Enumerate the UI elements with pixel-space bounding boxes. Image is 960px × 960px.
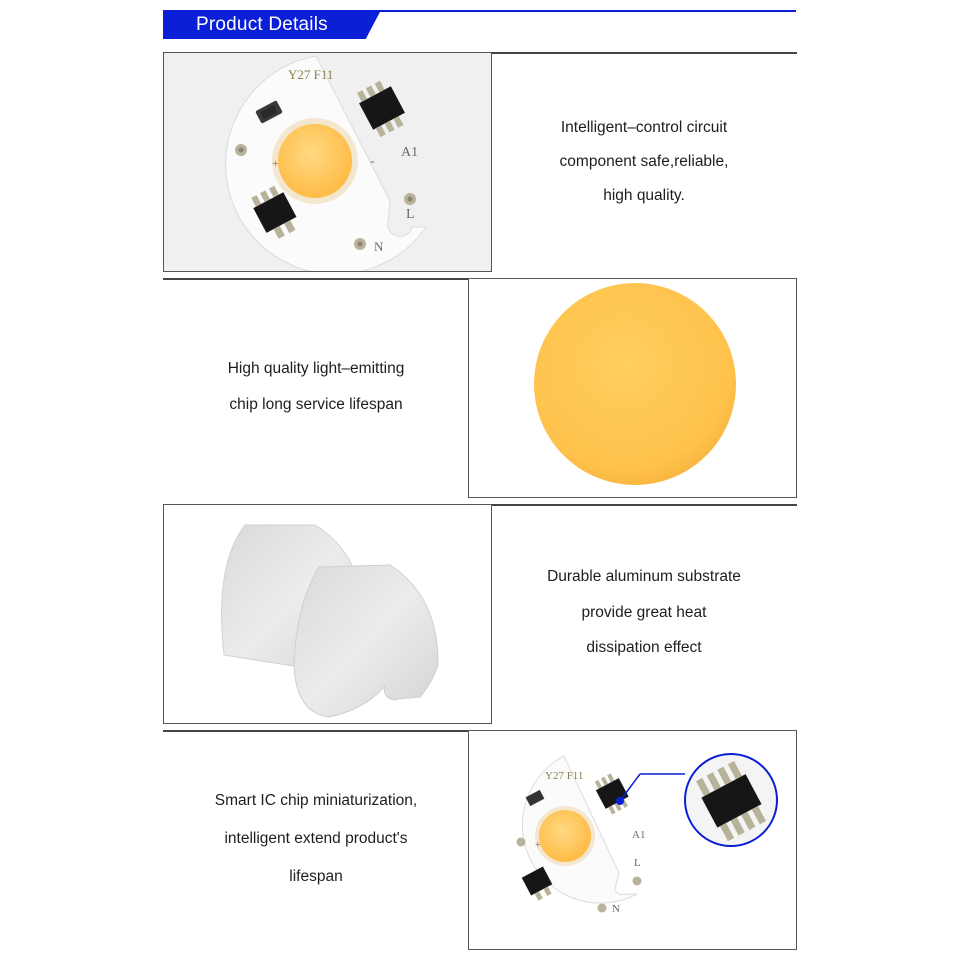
- section-4-text: [166, 782, 466, 896]
- board-pin-l-label: L: [406, 207, 415, 222]
- board-code-label: A1: [401, 145, 419, 160]
- board-plus-label: +: [272, 156, 279, 170]
- section-1-text: [494, 111, 794, 213]
- ic-chip-zoom-image: [469, 731, 796, 949]
- led-board-image: [164, 53, 491, 271]
- section-title: Product Details: [196, 14, 328, 35]
- section-3-text: [494, 559, 794, 666]
- aluminum-substrate-image: [164, 505, 491, 723]
- zoom-board-model-label: Y27 F11: [545, 770, 584, 782]
- section-4-line: lifespan: [289, 868, 343, 885]
- header-rule: [372, 10, 796, 12]
- section-3-line: dissipation effect: [586, 639, 702, 656]
- section-1-line: Intelligent–control circuit: [560, 119, 728, 136]
- section-4-line: intelligent extend product's: [224, 830, 408, 847]
- ic-chip-photo-frame: [468, 730, 797, 950]
- section-2-text: [166, 351, 466, 423]
- zoom-board-plus-label: +: [535, 840, 541, 851]
- board-model-label: Y27 F11: [288, 67, 334, 82]
- zoom-board-code-label: A1: [632, 829, 646, 841]
- section-3-line: Durable aluminum substrate: [547, 568, 741, 585]
- board-minus-label: -: [370, 154, 375, 169]
- section-4-line: Smart IC chip miniaturization,: [214, 792, 418, 809]
- section-2-line: High quality light–emitting: [227, 360, 405, 377]
- led-chip-image: [469, 279, 796, 497]
- section-2-line: chip long service lifespan: [229, 396, 403, 413]
- section-1-line: high quality.: [603, 187, 685, 204]
- led-chip-photo-frame: [468, 278, 797, 498]
- zoom-board-pin-l-label: L: [634, 857, 641, 869]
- board-photo-frame: [163, 52, 492, 272]
- substrate-photo-frame: [163, 504, 492, 724]
- zoom-board-pin-n-label: N: [612, 903, 620, 915]
- section-1-line: component safe,reliable,: [559, 153, 729, 170]
- board-pin-n-label: N: [374, 239, 384, 254]
- section-3-line: provide great heat: [581, 603, 707, 621]
